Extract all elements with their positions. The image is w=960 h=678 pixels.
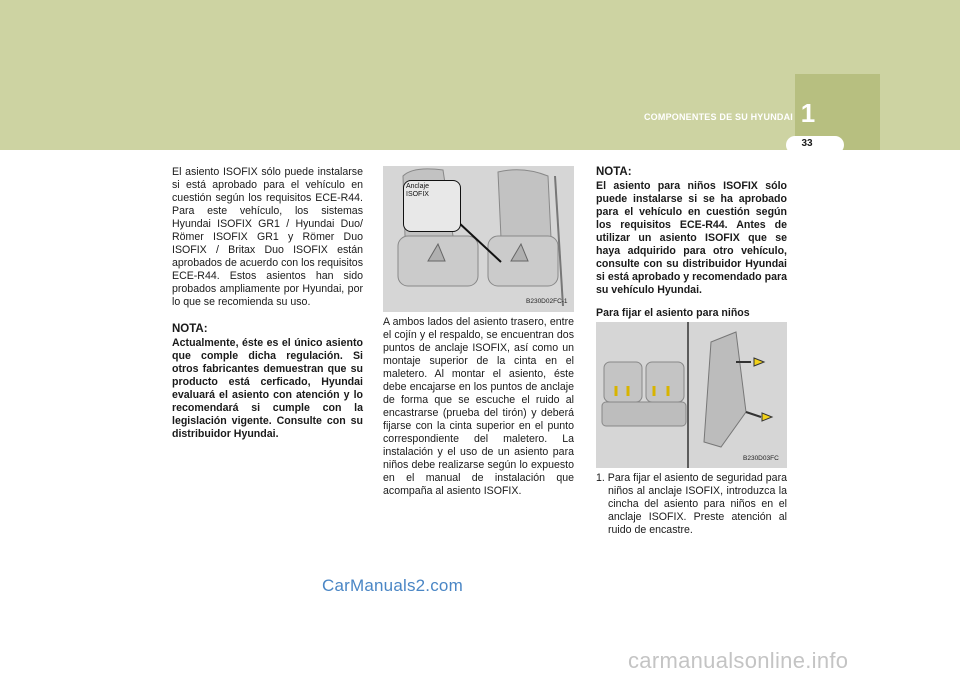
right-subheading: Para fijar el asiento para niños [596, 307, 750, 319]
left-column [172, 166, 363, 441]
page-number: 33 [801, 138, 813, 149]
note-text: Actualmente, éste es el único asiento que comple dicha regulación. Si otros fabricantes demuestran que su producto está cerficado, Hyundai evaluará el asiento con atención y lo recomendará si cumple con la legislación vigente. Consulte con su distribuidor Hyundai. [172, 337, 363, 440]
middle-column [383, 316, 574, 498]
watermark-right[interactable]: carmanualsonline.info [628, 648, 849, 673]
isofix-fixing-illustration [596, 322, 787, 468]
anchor-label-line2: ISOFIX [406, 191, 429, 198]
watermark-left[interactable]: CarManuals2.com [322, 576, 463, 595]
figure-code-2: B230D03FC [743, 455, 779, 462]
section-title: COMPONENTES DE SU HYUNDAI [643, 112, 793, 122]
right-note-text: El asiento para niños ISOFIX sólo puede instalarse si se ha aprobado para el vehículo en cuestión según los requisitos ECE-R44. Antes de utilizar un asiento ISOFIX que se haya adquirido para otro vehículo, consulte con su distribuidor Hyundai si está aprobado y recomendado para su vehículo Hyundai. [596, 180, 787, 296]
chapter-number: 1 [800, 98, 816, 128]
intro-paragraph: El asiento ISOFIX sólo puede instalarse si está aprobado para el vehículo en cuestión según los requisitos ECE-R44. Para este vehículo, los sistemas Hyundai ISOFIX GR1 / Hyundai Duo/ Römer ISOFIX GR1 y Römer Duo ISOFIX / Britax Duo ISOFIX están aprobados de acuerdo con los requisitos ECE-R44. Estos asientos han sido probados ampliamente por Hyundai, por lo que se recomienda su uso. [172, 166, 363, 308]
step-1: 1. Para fijar el asiento de seguridad para niños al anclaje ISOFIX, introduzca la cincha del asiento para niños en el anclaje ISOFIX. Preste atención al ruido de encastre. [596, 472, 787, 536]
right-note-heading: NOTA: [596, 166, 632, 178]
figure-code-1: B230D02FC-1 [526, 298, 568, 305]
middle-paragraph: A ambos lados del asiento trasero, entre el cojín y el respaldo, se encuentran dos puntos de anclaje ISOFIX, así como un montaje superior de la cinta en el maletero. Al montar el asiento, éste debe encajarse en los puntos de anclaje de forma que se escuche el ruido al encastrarse (prueba del tirón) y deberá fijarse con la cinta superior en el punto correspondiente del maletero. La instalación y el uso de un asiento para niños debe realizarse según lo expuesto en el manual de instalación que acompaña al asiento ISOFIX. [383, 316, 574, 497]
anchor-label [406, 183, 429, 199]
right-column-bottom [596, 472, 787, 537]
child-seat-fixing-figure [596, 322, 787, 468]
note-heading: NOTA: [172, 323, 208, 335]
right-column-top [596, 166, 787, 320]
anchor-label-line1: Anclaje [406, 183, 429, 190]
